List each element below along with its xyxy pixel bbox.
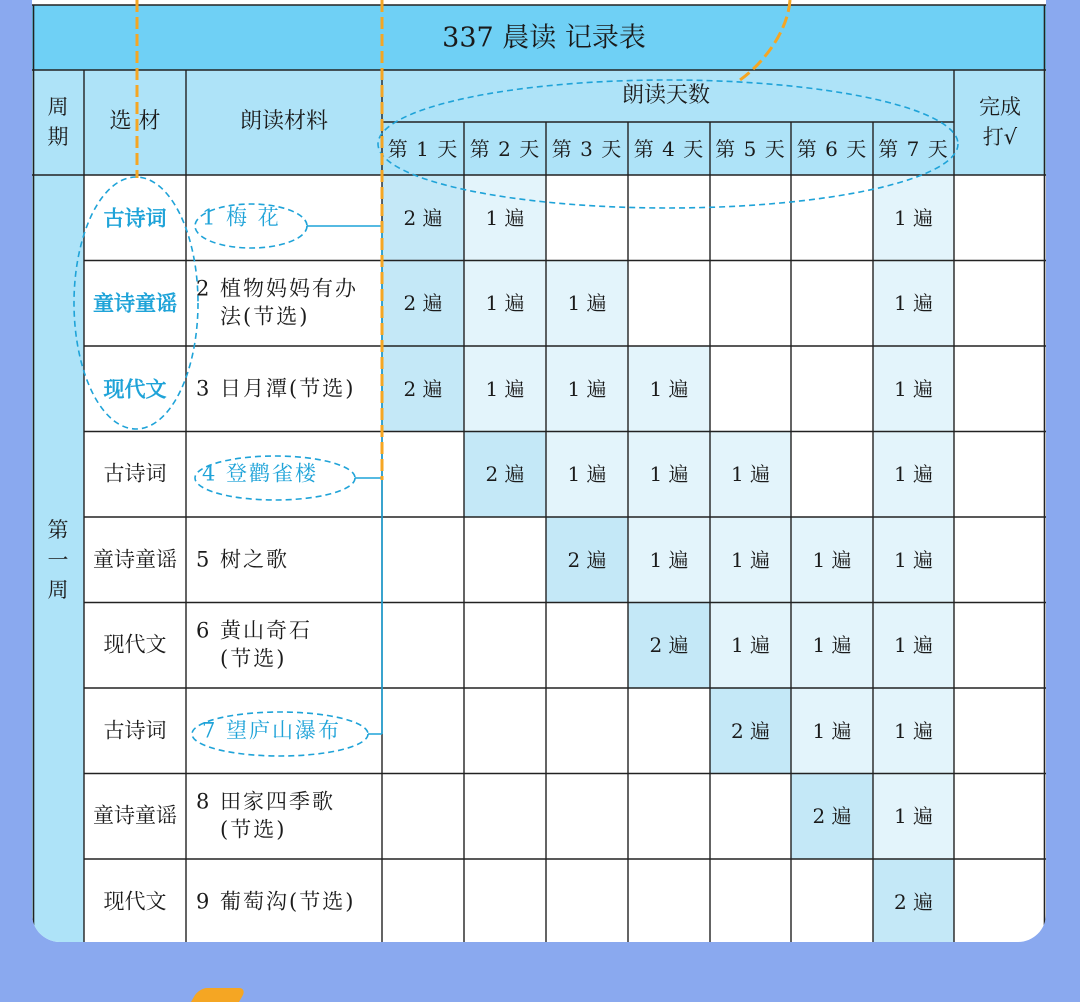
row-material: 3 日月潭(节选) [196,376,356,401]
row-category: 古诗词 [103,718,167,743]
bottom-decoration [191,988,247,1002]
row-material: (节选) [220,817,287,842]
day-cell: 1 遍 [893,547,934,572]
header-day: 第 3 天 [551,137,623,161]
row-material: 9 葡萄沟(节选) [196,889,356,914]
row-category: 现代文 [103,632,167,657]
week-label: 第 一 周 [47,518,69,602]
header-day: 第 7 天 [878,137,949,161]
day-cell: 1 遍 [649,547,689,572]
day-cell: 1 遍 [485,376,525,401]
row-material: 4 登鹳雀楼 [202,461,319,486]
day-cell: 1 遍 [893,291,934,316]
day-cell: 1 遍 [893,376,934,401]
day-cell: 1 遍 [730,547,771,572]
row-material: 法(节选) [220,304,310,329]
day-cell: 2 遍 [730,718,771,743]
row-material: 6 黄山奇石 [196,618,313,643]
day-cell: 1 遍 [730,462,771,487]
day-cell: 2 遍 [485,462,525,487]
day-cell: 1 遍 [812,633,852,658]
header-category: 选 材 [109,109,161,134]
header-day: 第 4 天 [633,137,705,161]
day-cell: 2 遍 [403,291,443,316]
row-material: 8 田家四季歌 [196,789,336,814]
header-day: 第 6 天 [796,137,868,161]
row-category: 童诗童谣 [93,547,177,572]
day-cell: 1 遍 [812,547,852,572]
day-cell: 1 遍 [567,462,607,487]
header-day: 第 1 天 [387,137,459,161]
day-cell: 1 遍 [893,462,934,487]
day-cell: 1 遍 [567,291,607,316]
row-category: 古诗词 [103,205,167,231]
day-cell: 1 遍 [485,291,525,316]
day-cell: 1 遍 [649,376,689,401]
row-category: 现代文 [103,889,167,914]
header-day: 第 2 天 [469,137,541,161]
day-cell: 2 遍 [893,889,934,914]
day-cell: 1 遍 [730,633,771,658]
row-material: (节选) [220,646,287,671]
row-material: 1 梅 花 [202,205,281,230]
row-material: 5 树之歌 [196,547,290,572]
record-table-card [32,0,1046,942]
header-done: 完成 打√ [979,95,1021,149]
day-cell: 1 遍 [485,205,525,230]
row-material: 7 望庐山瀑布 [202,718,342,743]
row-category: 古诗词 [103,461,167,486]
day-cell: 1 遍 [893,205,934,230]
day-cell: 2 遍 [649,633,689,658]
day-cell: 1 遍 [893,804,934,829]
table-title: 337 晨读 记录表 [442,22,646,53]
row-category: 童诗童谣 [93,290,177,316]
day-cell: 1 遍 [893,718,934,743]
header-material: 朗读材料 [239,109,329,134]
header-days-group: 朗读天数 [621,83,711,108]
day-cell: 2 遍 [567,547,607,572]
day-cell: 2 遍 [403,376,443,401]
day-cell: 1 遍 [812,718,852,743]
row-category: 现代文 [103,376,167,402]
row-material: 2 植物妈妈有办 [196,276,359,301]
day-cell: 1 遍 [893,633,934,658]
day-cell: 1 遍 [567,376,607,401]
header-week: 周 期 [47,95,69,149]
day-cell: 1 遍 [649,462,689,487]
day-cell: 2 遍 [812,804,852,829]
row-category: 童诗童谣 [93,803,177,828]
day-cell: 2 遍 [403,205,443,230]
header-day: 第 5 天 [715,137,786,161]
